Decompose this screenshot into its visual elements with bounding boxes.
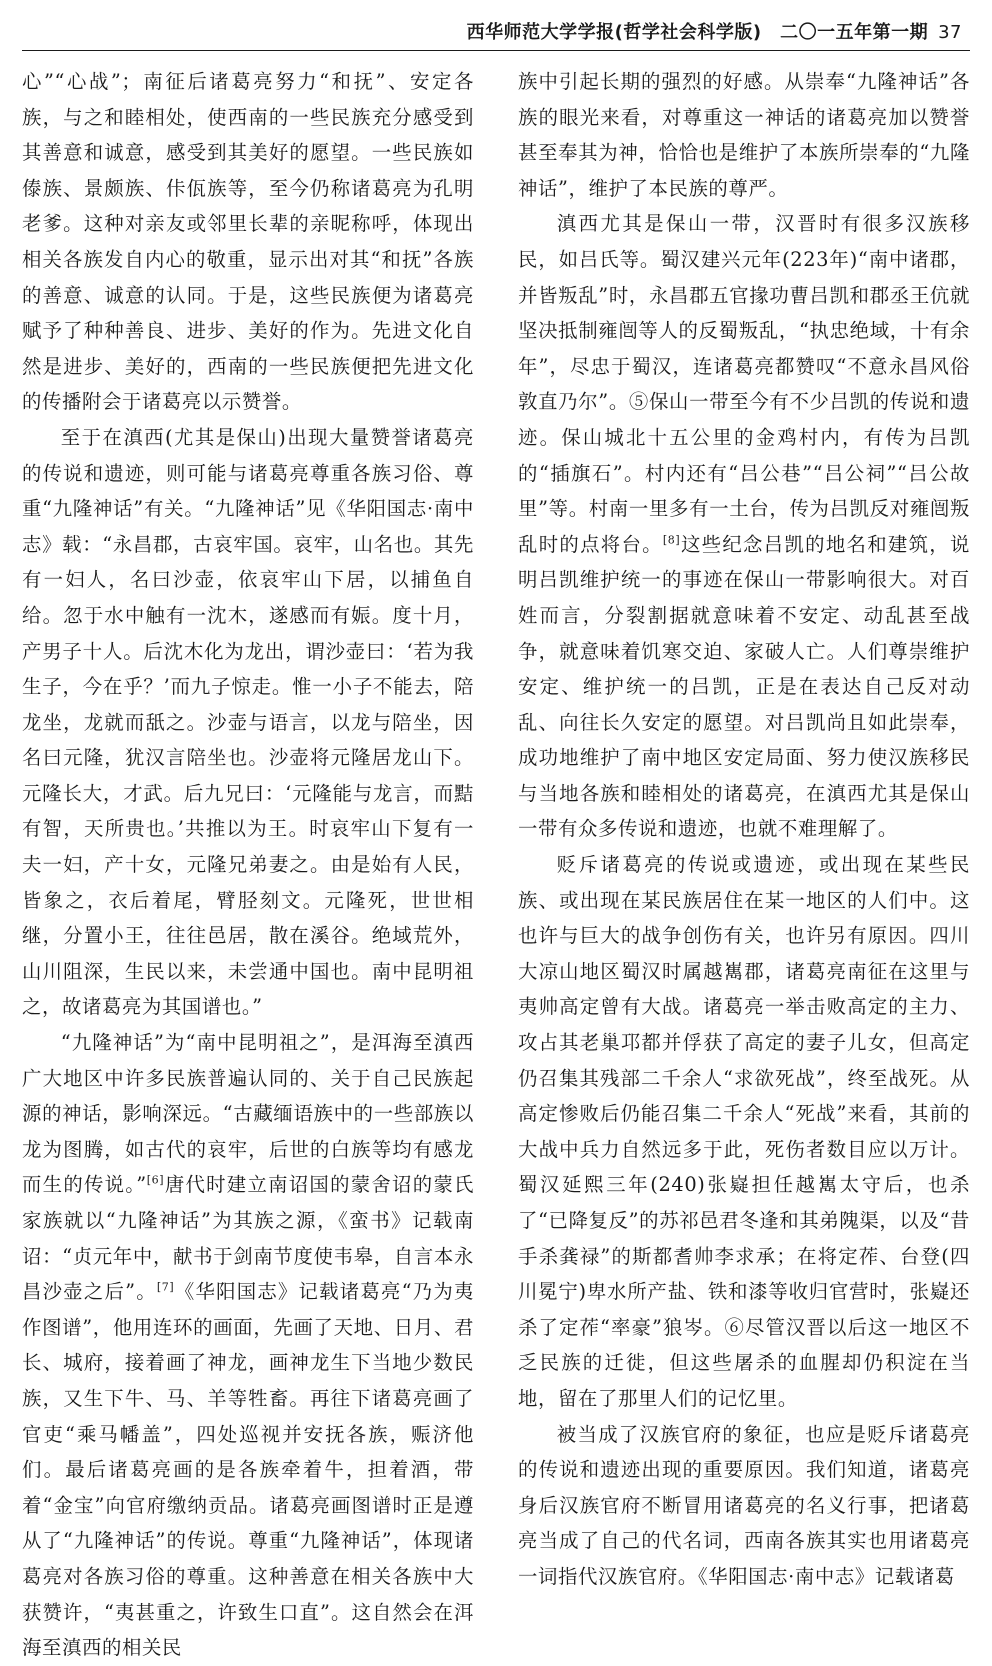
journal-title: 西华师范大学学报(哲学社会科学版) 二〇一五年第一期 xyxy=(466,22,929,43)
citation-marker: [7] xyxy=(156,1280,175,1294)
paragraph: 滇西尤其是保山一带，汉晋时有很多汉族移民，如吕氏等。蜀汉建兴元年(223年)“南中诸郡，并皆叛乱”时，永昌郡五官掾功曹吕凯和郡丞王伉就坚决抵制雍闿等人的反蜀叛乱，“执忠绝域，十有余年”，尽忠于蜀汉，连诸葛亮都赞叹“不意永昌风俗敦直乃尔”。⑤保山一带至今有不少吕凯的传说和遗迹。保山城北十五公里的金鸡村内，有传为吕凯的“插旗石”。村内还有“吕公巷”“吕公祠”“吕公故里”等。村南一里多有一土台，传为吕凯反对雍闿叛乱时的点将台。[8]这些纪念吕凯的地名和建筑，说明吕凯维护统一的事迹在保山一带影响很大。对百姓而言，分裂割据就意味着不安定、动乱甚至战争，就意味着饥寒交迫、家破人亡。人们尊崇维护安定、维护统一的吕凯，正是在表达自己反对动乱、向往长久安定的愿望。对吕凯尚且如此崇奉，成功地维护了南中地区安定局面、努力使汉族移民与当地各族和睦相处的诸葛亮，在滇西尤其是保山一带有众多传说和遗迹，也就不难理解了。 xyxy=(518,212,970,841)
paragraph: “九隆神话”为“南中昆明祖之”，是洱海至滇西广大地区中许多民族普遍认同的、关于自己民族起源的神话，影响深远。“古藏缅语族中的一些部族以龙为图腾，如古代的哀牢，后世的白族等均有感龙而生的传说。”[6]唐代时建立南诏国的蒙舍诏的蒙氏家族就以“九隆神话”为其族之源，《蛮书》记载南诏：“贞元年中，献书于剑南节度使韦皋，自言本永昌沙壶之后”。[7]《华阳国志》记载诸葛亮“乃为夷作图谱”，他用连环的画面，先画了天地、日月、君长、城府，接着画了神龙，画神龙生下当地少数民族，又生下牛、马、羊等牲畜。再往下诸葛亮画了官吏“乘马幡盖”，四处巡视并安抚各族，赈济他们。最后诸葛亮画的是各族牵着牛，担着酒，带着“金宝”向官府缴纳贡品。诸葛亮画图谱时正是遵从了“九隆神话”的传说。尊重“九隆神话”，体现诸葛亮对各族习俗的尊重。这种善意在相关各族中大获赞许，“夷甚重之，许致生口直”。这自然会在洱海至滇西的相关民 xyxy=(22,1031,475,1660)
paragraph: 被当成了汉族官府的象征，也应是贬斥诸葛亮的传说和遗迹出现的重要原因。我们知道，诸葛亮身后汉族官府不断冒用诸葛亮的名义行事，把诸葛亮当成了自己的代名词，西南各族其实也用诸葛亮一词指代汉族官府。《华阳国志·南中志》记载诸葛 xyxy=(518,1422,970,1588)
running-header xyxy=(0,18,962,48)
paragraph: 至于在滇西(尤其是保山)出现大量赞誉诸葛亮的传说和遗迹，则可能与诸葛亮尊重各族习俗、尊重“九隆神话”有关。“九隆神话”见《华阳国志·南中志》载：“永昌郡，古哀牢国。哀牢，山名也。其先有一妇人，名曰沙壶，依哀牢山下居，以捕鱼自给。忽于水中触有一沈木，遂感而有娠。度十月，产男子十人。后沈木化为龙出，谓沙壶曰：‘若为我生子，今在乎？’而九子惊走。惟一小子不能去，陪龙坐，龙就而舐之。沙壶与语言，以龙与陪坐，因名曰元隆，犹汉言陪坐也。沙壶将元隆居龙山下。元隆长大，才武。后九兄曰：‘元隆能与龙言，而黠有智，天所贵也。’共推以为王。时哀牢山下复有一夫一妇，产十女，元隆兄弟妻之。由是始有人民，皆象之，衣后着尾，臂胫刻文。元隆死，世世相继，分置小王，往往邑居，散在溪谷。绝域荒外，山川阻深，生民以来，未尝通中国也。南中昆明祖之，故诸葛亮为其国谱也。” xyxy=(22,425,474,1019)
citation-marker: [6] xyxy=(146,1173,165,1187)
paragraph: 贬斥诸葛亮的传说或遗迹，或出现在某些民族、或出现在某民族居住在某一地区的人们中。这也许与巨大的战争创伤有关，也许另有原因。四川大凉山地区蜀汉时属越嶲郡，诸葛亮南征在这里与夷帅高定曾有大战。诸葛亮一举击败高定的主力、攻占其老巢邛都并俘获了高定的妻子儿女，但高定仍召集其残部二千余人“求欲死战”，终至战死。从高定惨败后仍能召集二千余人“死战”来看，其前的大战中兵力自然远多于此，死伤者数目应以万计。蜀汉延熙三年(240)张嶷担任越嶲太守后，也杀了“已降复反”的苏祁邑君冬逢和其弟隗渠，以及“昔手杀龚禄”的斯都耆帅李求承；在将定莋、台登(四川冕宁)卑水所产盐、铁和漆等收归官营时，张嶷还杀了定莋“率豪”狼岑。⑥尽管汉晋以后这一地区不乏民族的迁徙，但这些屠杀的血腥却仍积淀在当地，留在了那里人们的记忆里。 xyxy=(518,853,970,1410)
right-column xyxy=(518,64,970,1588)
citation-marker: [8] xyxy=(662,533,681,547)
header-rule xyxy=(22,50,970,51)
left-column xyxy=(22,64,475,1660)
page-number: 37 xyxy=(938,22,962,43)
paragraph: 族中引起长期的强烈的好感。从崇奉“九隆神话”各族的眼光来看，对尊重这一神话的诸葛亮加以赞誉甚至奉其为神，恰恰也是维护了本族所崇奉的“九隆神话”，维护了本民族的尊严。 xyxy=(518,70,970,200)
paragraph: 心”“心战”；南征后诸葛亮努力“和抚”、安定各族，与之和睦相处，使西南的一些民族充分感受到其善意和诚意，感受到其美好的愿望。一些民族如傣族、景颇族、佧佤族等，至今仍称诸葛亮为孔明老爹。这种对亲友或邻里长辈的亲昵称呼，体现出相关各族发自内心的敬重，显示出对其“和抚”各族的善意、诚意的认同。于是，这些民族便为诸葛亮赋予了种种善良、进步、美好的作为。先进文化自然是进步、美好的，西南的一些民族便把先进文化的传播附会于诸葛亮以示赞誉。 xyxy=(22,70,474,414)
